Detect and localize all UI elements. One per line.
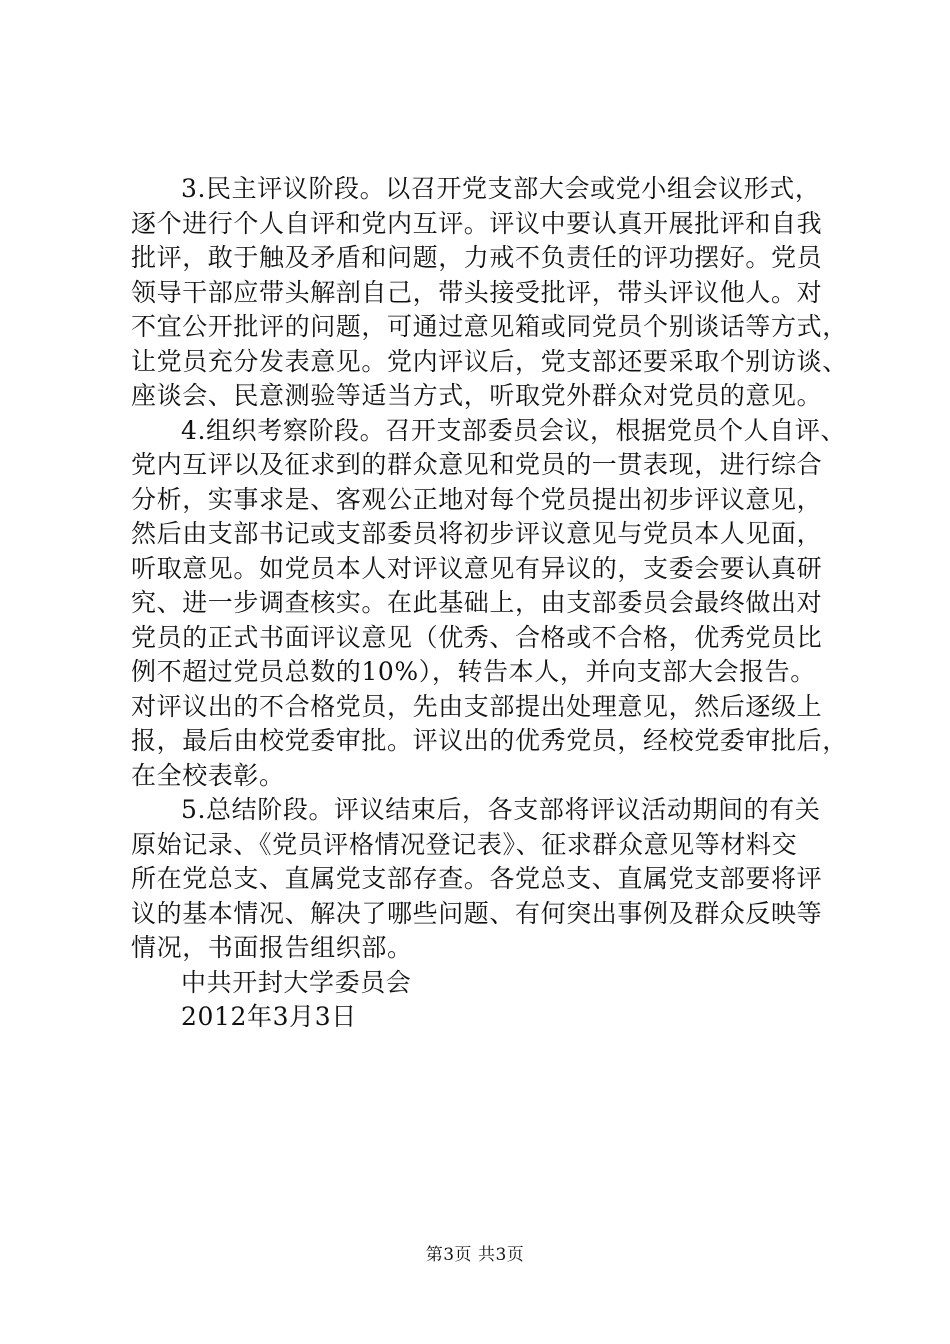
paragraph-line: 例不超过党员总数的10%），转告本人，并向支部大会报告。 <box>131 657 816 686</box>
paragraph-line: 党员的正式书面评议意见（优秀、合格或不合格，优秀党员比 <box>131 622 823 652</box>
paragraph-line: 不宜公开批评的问题，可通过意见箱或同党员个别谈话等方式， <box>131 312 848 341</box>
paragraph-line: 情况，书面报告组织部。 <box>131 933 413 962</box>
paragraph-line: 原始记录、《党员评格情况登记表》、征求群众意见等材料交 <box>131 829 798 859</box>
paragraph-line: 报，最后由校党委审批。评议出的优秀党员，经校党委审批后， <box>131 726 848 755</box>
paragraph-line: 对评议出的不合格党员，先由支部提出处理意见，然后逐级上 <box>131 691 823 721</box>
paragraph-line: 4.组织考察阶段。召开支部委员会议，根据党员个人自评、 <box>181 415 847 445</box>
document-body <box>131 172 848 1035</box>
paragraph-line: 3.民主评议阶段。以召开党支部大会或党小组会议形式， <box>181 174 821 203</box>
page-number-footer: 第3页 共3页 <box>425 1245 525 1265</box>
signature-organization: 中共开封大学委员会 <box>181 967 412 997</box>
paragraph-line: 听取意见。如党员本人对评议意见有异议的，支委会要认真研 <box>131 553 823 583</box>
paragraph-line: 领导干部应带头解剖自己，带头接受批评，带头评议他人。对 <box>131 277 823 307</box>
paragraph-line: 座谈会、民意测验等适当方式，听取党外群众对党员的意见。 <box>131 381 823 410</box>
paragraph-stage-5 <box>131 793 831 966</box>
paragraph-line: 批评，敢于触及矛盾和问题，力戒不负责任的评功摆好。党员 <box>131 243 823 272</box>
paragraph-line: 党内互评以及征求到的群众意见和党员的一贯表现，进行综合 <box>131 450 823 479</box>
paragraph-stage-3 <box>131 172 848 414</box>
paragraph-line: 在全校表彰。 <box>131 760 285 790</box>
paragraph-stage-4 <box>131 414 848 794</box>
paragraph-line: 分析，实事求是、客观公正地对每个党员提出初步评议意见， <box>131 484 823 514</box>
paragraph-line: 5.总结阶段。评议结束后，各支部将评议活动期间的有关 <box>181 795 821 824</box>
paragraph-line: 议的基本情况、解决了哪些问题、有何突出事例及群众反映等 <box>131 898 823 928</box>
paragraph-line: 然后由支部书记或支部委员将初步评议意见与党员本人见面， <box>131 519 823 548</box>
paragraph-line: 究、进一步调查核实。在此基础上，由支部委员会最终做出对 <box>131 588 823 617</box>
paragraph-line: 所在党总支、直属党支部存查。各党总支、直属党支部要将评 <box>131 864 823 893</box>
paragraph-line: 让党员充分发表意见。党内评议后，党支部还要采取个别访谈、 <box>131 346 848 376</box>
signature-date: 2012年3月3日 <box>181 1002 357 1031</box>
paragraph-line: 逐个进行个人自评和党内互评。评议中要认真开展批评和自我 <box>131 208 823 238</box>
